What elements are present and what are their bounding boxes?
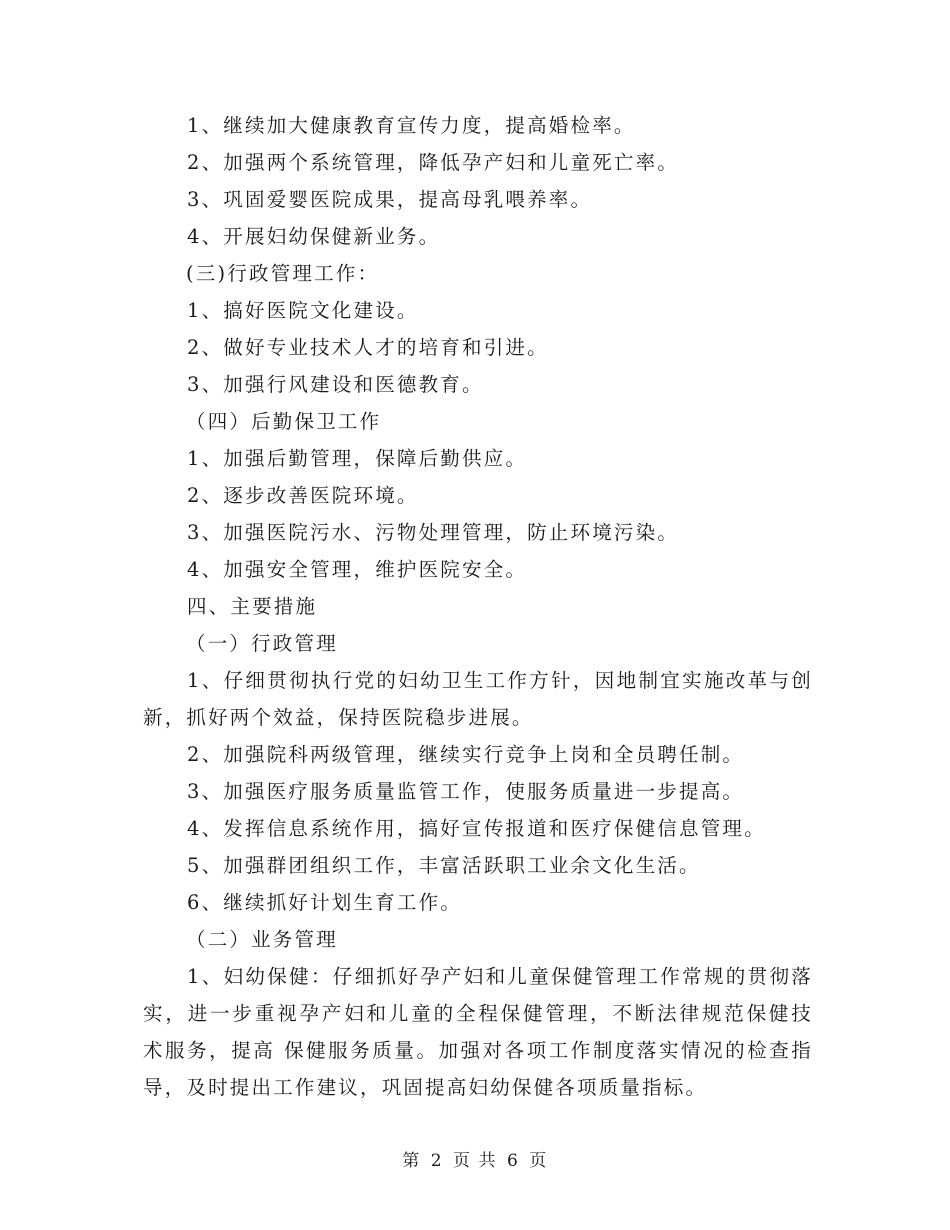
list-item: 4、加强安全管理，维护医院安全。 (187, 558, 528, 581)
document-body (143, 107, 813, 1106)
list-item: 4、开展妇幼保健新业务。 (187, 225, 441, 248)
footer-mid: 页 共 (453, 1151, 497, 1171)
page-footer (0, 1146, 950, 1171)
section-heading: 四、主要措施 (187, 595, 318, 618)
list-item: 3、加强医疗服务质量监管工作，使服务质量进一步提高。 (187, 780, 745, 803)
section-heading: (三)行政管理工作： (186, 262, 380, 285)
footer-suffix: 页 (529, 1151, 548, 1171)
list-item: 2、加强两个系统管理，降低孕产妇和儿童死亡率。 (187, 151, 680, 174)
list-item: 3、加强行风建设和医德教育。 (187, 373, 484, 396)
section-heading: （四）后勤保卫工作 (186, 410, 382, 433)
footer-prefix: 第 (402, 1151, 421, 1171)
list-item: 3、加强医院污水、污物处理管理，防止环境污染。 (187, 521, 680, 544)
list-item: 1、加强后勤管理，保障后勤供应。 (187, 447, 528, 470)
list-item: 6、继续抓好计划生育工作。 (187, 891, 463, 914)
subsection-heading: （二）业务管理 (186, 928, 338, 951)
footer-page-number: 2 (430, 1151, 444, 1171)
list-item: 2、做好专业技术人才的培育和引进。 (187, 336, 549, 359)
list-item: 2、加强院科两级管理，继续实行竞争上岗和全员聘任制。 (187, 743, 745, 766)
list-item: 5、加强群团组织工作，丰富活跃职工业余文化生活。 (187, 854, 701, 877)
list-item: 3、巩固爱婴医院成果，提高母乳喂养率。 (187, 188, 593, 211)
list-item: 1、继续加大健康教育宣传力度，提高婚检率。 (187, 114, 636, 137)
paragraph: 1、仔细贯彻执行党的妇幼卫生工作方针，因地制宜实施改革与创新，抓好两个效益，保持医院稳步进展。 (143, 669, 813, 729)
footer-total-pages: 6 (506, 1151, 520, 1171)
list-item: 1、搞好医院文化建设。 (187, 299, 419, 322)
list-item: 4、发挥信息系统作用，搞好宣传报道和医疗保健信息管理。 (187, 817, 766, 840)
subsection-heading: （一）行政管理 (186, 632, 338, 655)
list-item: 2、逐步改善医院环境。 (187, 484, 419, 507)
paragraph: 1、妇幼保健：仔细抓好孕产妇和儿童保健管理工作常规的贯彻落实，进一步重视孕产妇和儿童的全程保健管理，不断法律规范保健技术服务，提高 保健服务质量。加强对各项工作制度落实情况的检查指导，及时提出工作建议，巩固提高妇幼保健各项质量指标。 (143, 965, 813, 1099)
